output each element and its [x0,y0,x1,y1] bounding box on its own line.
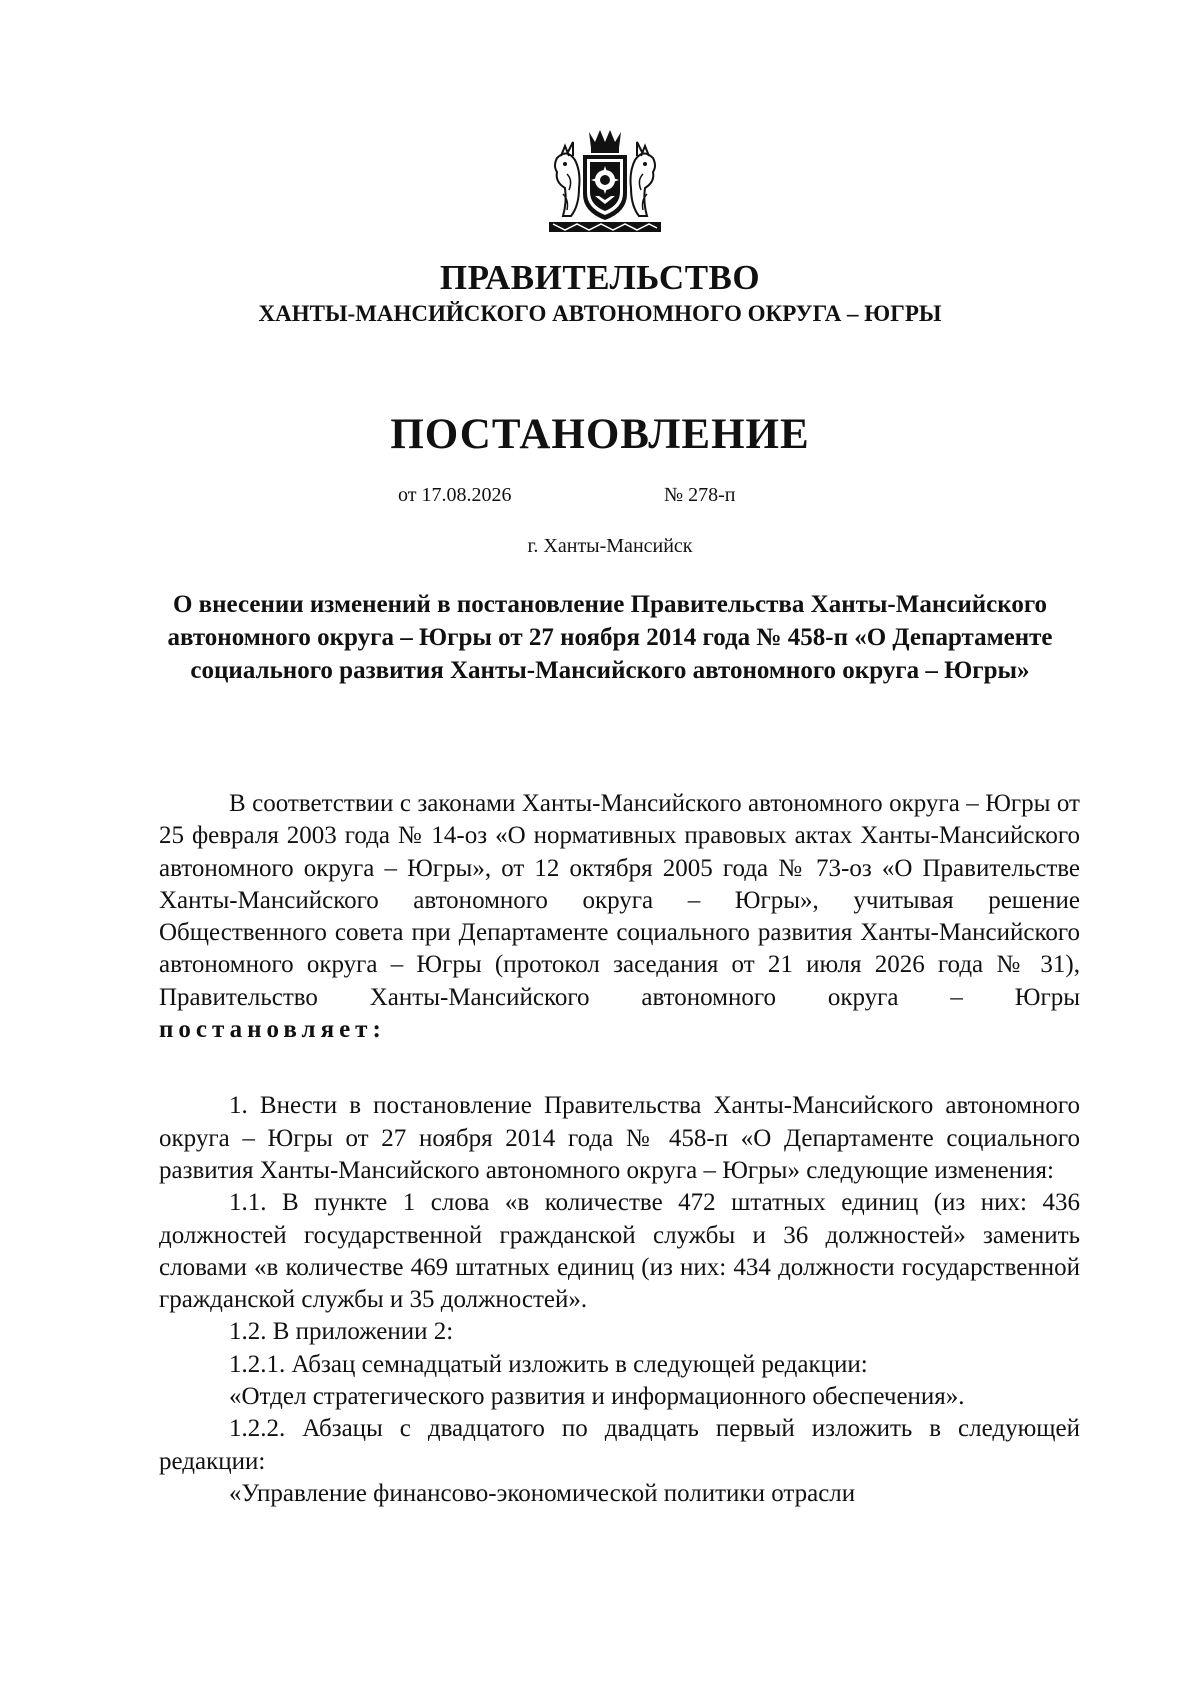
document-city: г. Ханты-Мансийск [527,535,693,557]
item-1: 1. Внести в постановление Правительства Ханты-Мансийского автономного округа – Югры от 27 ноября 2014 года № 458-п «О Департаменте социального развития Ханты-Мансийского автономного округа – Югры» следующие изменения: [159,1092,1080,1184]
document-subject: О внесении изменений в постановление Правительства Ханты-Мансийского автономного округа – Югры от 27 ноября 2014 года № 458-п «О Департаменте социального развития Ханты-Мансийского автономного округа – Югры» [167,591,1053,684]
item-1-2-2: 1.2.2. Абзацы с двадцатого по двадцать первый изложить в следующей редакции: [159,1415,1080,1475]
document-date: от 17.08.2026 [398,484,512,506]
resolves-word: постановляет: [159,1016,386,1044]
preamble-paragraph [159,788,1080,1046]
item-1-2-1: 1.2.1. Абзац семнадцатый изложить в следующей редакции: [229,1350,868,1378]
item-1-1: 1.1. В пункте 1 слова «в количестве 472 штатных единиц (из них: 436 должностей государственной гражданской службы и 36 должностей» заменить словами «в количестве 469 штатных единиц (из них: 434 должности государственной гражданской службы и 35 должностей». [159,1189,1080,1314]
government-title: ПРАВИТЕЛЬСТВО [439,258,761,297]
item-1-2-2-text: «Управление финансово-экономической политики отрасли [229,1479,856,1507]
document-body [159,788,1080,1510]
document-type: ПОСТАНОВЛЕНИЕ [390,411,810,458]
document-number: № 278-п [664,484,736,506]
item-1-2-1-text: «Отдел стратегического развития и информационного обеспечения». [229,1383,965,1411]
coat-of-arms-icon [545,128,665,236]
item-1-2: 1.2. В приложении 2: [229,1318,454,1346]
paragraph-gap [159,1046,1080,1090]
preamble-text: В соответствии с законами Ханты-Мансийского автономного округа – Югры от 25 февраля 2003 года № 14-оз «О нормативных правовых актах Ханты-Мансийского автономного округа – Югры», от 12 октября 2005 года № 73-оз «О Правительстве Ханты-Мансийского автономного округа – Югры», учитывая решение Общественного совета при Департаменте социального развития Ханты-Мансийского автономного округа – Югры (протокол заседания от 21 июля 2026 года № 31), Правительство Ханты-Мансийского автономного округа – Югры [159,790,1080,1011]
government-subtitle: ХАНТЫ-МАНСИЙСКОГО АВТОНОМНОГО ОКРУГА – ЮГРЫ [258,301,942,326]
